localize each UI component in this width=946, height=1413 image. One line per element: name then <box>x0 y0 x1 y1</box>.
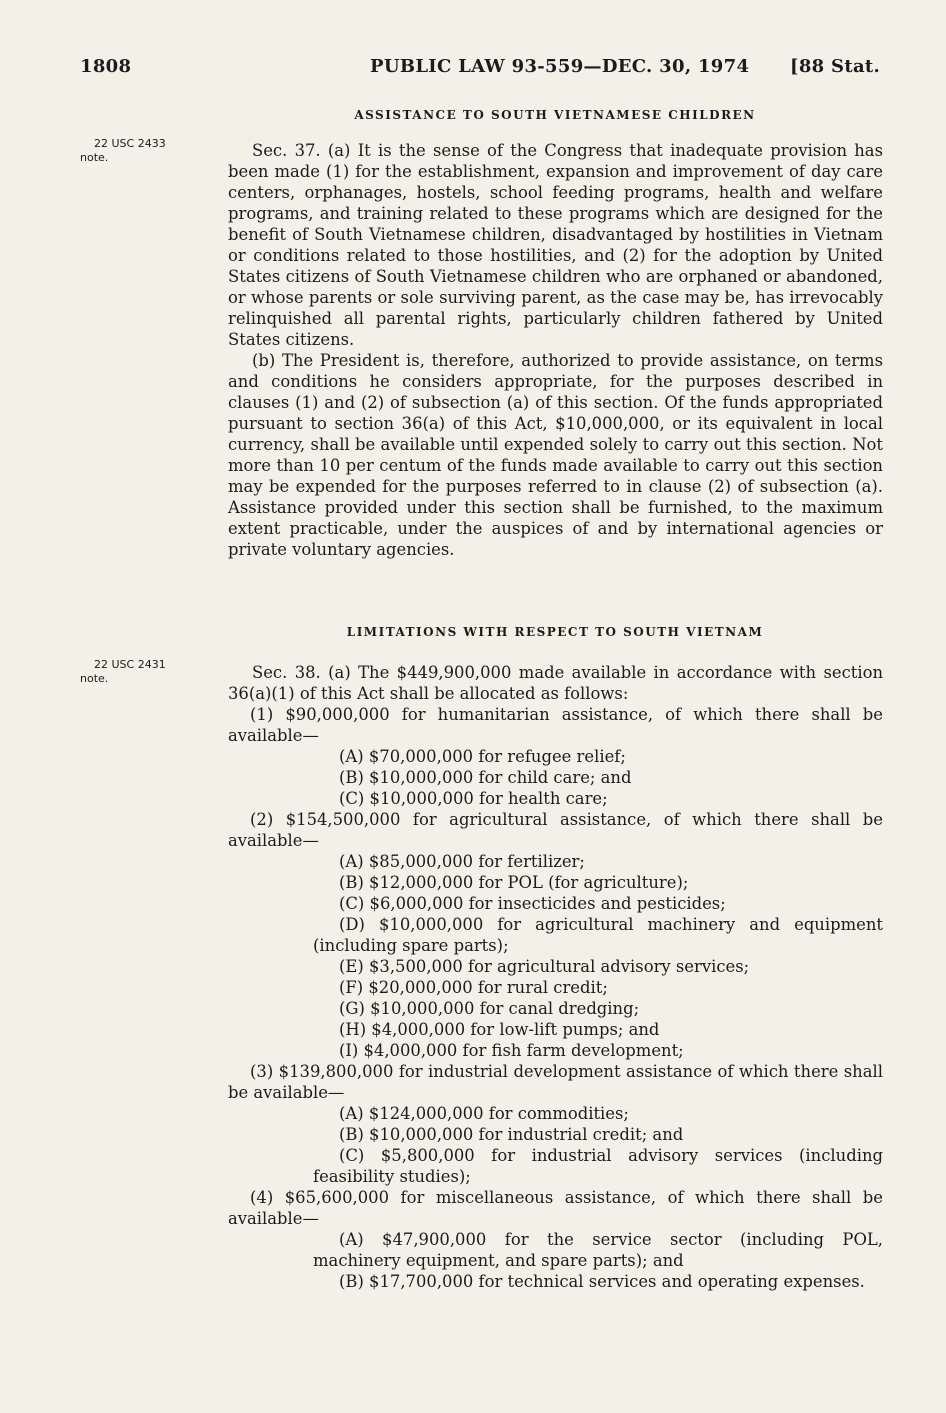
clause-3-c: (C) $5,800,000 for industrial advisory services (including feasibility studies); <box>313 1146 883 1186</box>
margin-note-citation: 22 USC 2431 <box>94 658 166 671</box>
section-37-para-b: (b) The President is, therefore, authorized to provide assistance, on terms and conditions he considers appropriate, for the purposes described in clauses (1) and (2) of subsection (a) of this section. Of the funds appropriated pursuant to section 36(a) of this Act, $10,000,000, or its equivalent in local currency, shall be available until expended solely to carry out this section. Not more than 10 per centum of the funds made available to carry out this section may be expended for the purposes referred to in clause (2) of subsection (a). Assistance provided under this section shall be furnished, to the maximum extent practicable, under the auspices of and by international agencies or private voluntary agencies. <box>228 351 883 559</box>
clause-2-a: (A) $85,000,000 for fertilizer; <box>339 852 585 871</box>
section-37-heading: ASSISTANCE TO SOUTH VIETNAMESE CHILDREN <box>354 108 756 122</box>
section-38-body <box>228 662 883 1292</box>
clause-2-h: (H) $4,000,000 for low-lift pumps; and <box>339 1020 660 1039</box>
statute-reference: [88 Stat. <box>790 56 881 77</box>
clause-2-c: (C) $6,000,000 for insecticides and pesticides; <box>339 894 726 913</box>
clause-2-b: (B) $12,000,000 for POL (for agriculture); <box>339 873 689 892</box>
clause-3-b: (B) $10,000,000 for industrial credit; and <box>339 1125 684 1144</box>
clause-1: (1) $90,000,000 for humanitarian assistance, of which there shall be available— <box>228 705 883 745</box>
margin-note-label: note. <box>80 672 109 685</box>
clause-4-b: (B) $17,700,000 for technical services and operating expenses. <box>339 1272 865 1291</box>
page-title: PUBLIC LAW 93-559—DEC. 30, 1974 <box>370 56 750 77</box>
clause-1-a: (A) $70,000,000 for refugee relief; <box>339 747 626 766</box>
margin-note-citation: 22 USC 2433 <box>94 137 166 150</box>
clause-2-d: (D) $10,000,000 for agricultural machinery and equipment (including spare parts); <box>313 915 883 955</box>
clause-3-a: (A) $124,000,000 for commodities; <box>339 1104 629 1123</box>
section-37-body <box>228 140 883 560</box>
margin-note-label: note. <box>80 151 109 164</box>
clause-1-c: (C) $10,000,000 for health care; <box>339 789 608 808</box>
section-38-heading: LIMITATIONS WITH RESPECT TO SOUTH VIETNAM <box>346 625 764 639</box>
section-38-intro: Sec. 38. (a) The $449,900,000 made available in accordance with section 36(a)(1) of this Act shall be allocated as follows: <box>228 663 883 703</box>
page-number: 1808 <box>80 56 132 77</box>
clause-2-f: (F) $20,000,000 for rural credit; <box>339 978 608 997</box>
clause-2-g: (G) $10,000,000 for canal dredging; <box>339 999 640 1018</box>
clause-1-b: (B) $10,000,000 for child care; and <box>339 768 632 787</box>
clause-4: (4) $65,600,000 for miscellaneous assistance, of which there shall be available— <box>228 1188 883 1228</box>
clause-4-a: (A) $47,900,000 for the service sector (including POL, machinery equipment, and spare parts); and <box>313 1230 883 1270</box>
clause-2-i: (I) $4,000,000 for fish farm development; <box>339 1041 684 1060</box>
margin-note-sec38 <box>80 658 200 686</box>
clause-3: (3) $139,800,000 for industrial development assistance of which there shall be available— <box>228 1062 883 1102</box>
margin-note-sec37 <box>80 137 200 165</box>
clause-2: (2) $154,500,000 for agricultural assistance, of which there shall be available— <box>228 810 883 850</box>
section-37-para-a: Sec. 37. (a) It is the sense of the Congress that inadequate provision has been made (1) for the establishment, expansion and improvement of day care centers, orphanages, hostels, school feeding programs, health and welfare programs, and training related to these programs which are designed for the benefit of South Vietnamese children, disadvantaged by hostilities in Vietnam or conditions related to those hostilities, and (2) for the adoption by United States citizens of South Vietnamese children who are orphaned or abandoned, or whose parents or sole surviving parent, as the case may be, has irrevocably relinquished all parental rights, particularly children fathered by United States citizens. <box>228 141 883 349</box>
clause-2-e: (E) $3,500,000 for agricultural advisory services; <box>339 957 750 976</box>
